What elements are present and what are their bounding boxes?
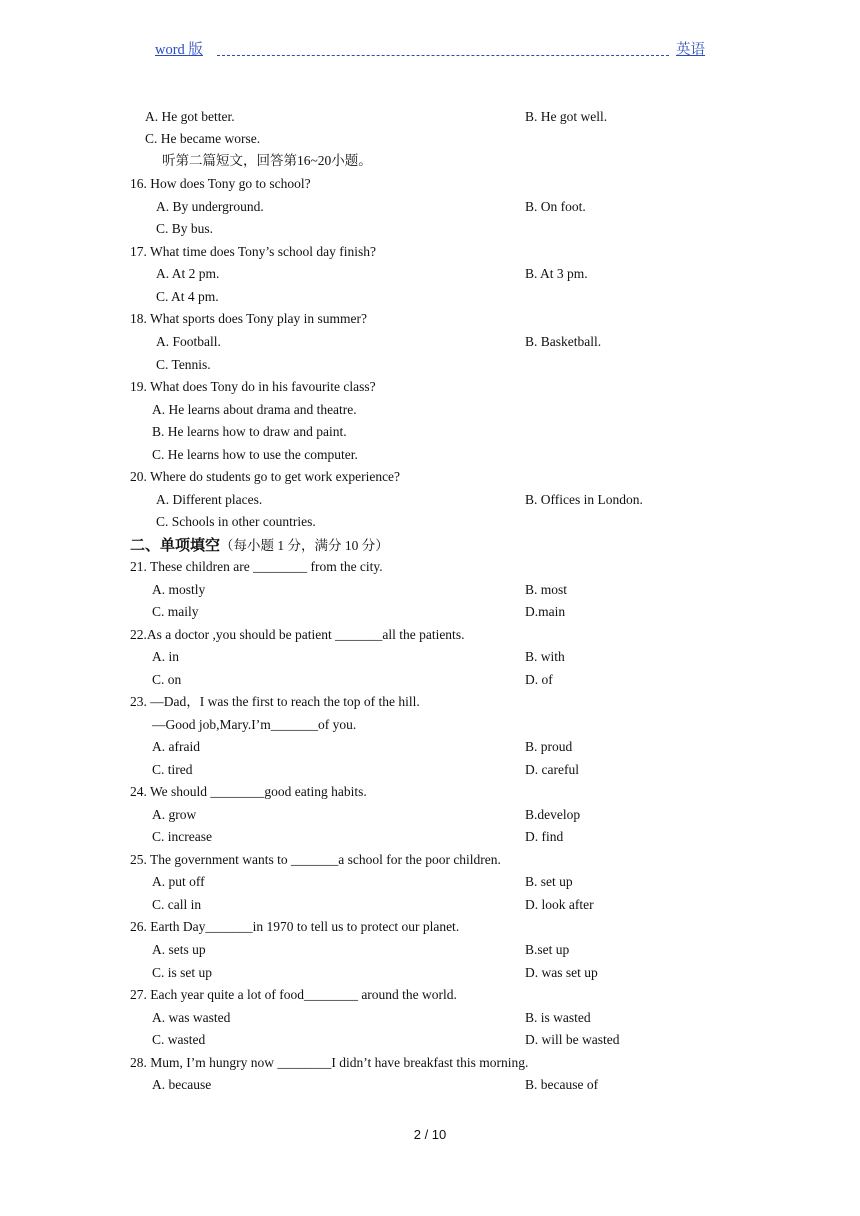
option-a: A. afraid: [152, 739, 200, 754]
option-a: A. because: [152, 1077, 212, 1092]
question-stem: 23. —Dad，I was the first to reach the top of the hill.: [130, 694, 420, 709]
header-right: 英语: [676, 42, 705, 58]
option-a: A. in: [152, 649, 179, 664]
option-b: B. proud: [525, 739, 573, 754]
option-b: B. On foot.: [525, 199, 586, 214]
question-stem: 17. What time does Tony’s school day finish?: [130, 244, 377, 259]
option-c: C. Tennis.: [156, 357, 211, 372]
option-c: C. is set up: [152, 965, 213, 980]
option-d: D. was set up: [525, 965, 598, 980]
option-c: C. He learns how to use the computer.: [152, 447, 358, 462]
question-stem-reply: —Good job,Mary.I’m_______of you.: [152, 717, 357, 732]
option-d: D. careful: [525, 762, 579, 777]
option-b: B.set up: [525, 942, 570, 957]
option-a: A. was wasted: [152, 1010, 231, 1025]
option-a: A. By underground.: [156, 199, 264, 214]
option-a: A. mostly: [152, 582, 206, 597]
q15-option-c: C. He became worse.: [145, 131, 261, 146]
option-c: C. By bus.: [156, 221, 214, 236]
option-b: B.develop: [525, 807, 581, 822]
option-c: C. maily: [152, 604, 199, 619]
section-scoring-note: （每小题 1 分，满分 10 分）: [220, 538, 389, 553]
option-b: B. Offices in London.: [525, 492, 643, 507]
section-title: 二、单项填空: [130, 536, 221, 554]
listening-instruction: 听第二篇短文，回答第16~20小题。: [162, 153, 372, 168]
question-stem: 22.As a doctor ,you should be patient _______all the patients.: [130, 627, 465, 642]
option-b: B. set up: [525, 874, 573, 889]
option-d: D. will be wasted: [525, 1032, 620, 1047]
option-d: D. of: [525, 672, 553, 687]
question-stem: 19. What does Tony do in his favourite class?: [130, 379, 376, 394]
header-rule: [217, 55, 669, 56]
option-b: B. with: [525, 649, 565, 664]
option-a: A. Different places.: [156, 492, 263, 507]
question-stem: 21. These children are ________ from the city.: [130, 559, 383, 574]
question-stem: 18. What sports does Tony play in summer?: [130, 311, 368, 326]
option-a: A. grow: [152, 807, 197, 822]
section-heading: [130, 535, 389, 556]
option-a: A. sets up: [152, 942, 206, 957]
option-c: C. wasted: [152, 1032, 206, 1047]
option-c: C. At 4 pm.: [156, 289, 219, 304]
option-a: A. At 2 pm.: [156, 266, 220, 281]
question-stem: 27. Each year quite a lot of food________ around the world.: [130, 987, 457, 1002]
question-stem: 16. How does Tony go to school?: [130, 176, 311, 191]
option-c: C. Schools in other countries.: [156, 514, 316, 529]
option-c: C. on: [152, 672, 182, 687]
header-left: word 版: [155, 42, 203, 58]
option-c: C. increase: [152, 829, 212, 844]
question-stem: 24. We should ________good eating habits.: [130, 784, 367, 799]
question-stem: 25. The government wants to _______a school for the poor children.: [130, 852, 501, 867]
option-b: B. Basketball.: [525, 334, 602, 349]
q15-option-b: B. He got well.: [525, 109, 608, 124]
option-a: A. He learns about drama and theatre.: [152, 402, 357, 417]
question-stem: 26. Earth Day_______in 1970 to tell us to protect our planet.: [130, 919, 460, 934]
option-d: D. find: [525, 829, 564, 844]
option-b: B. At 3 pm.: [525, 266, 588, 281]
question-stem: 20. Where do students go to get work experience?: [130, 469, 401, 484]
option-c: C. tired: [152, 762, 193, 777]
q15-option-a: A. He got better.: [145, 109, 235, 124]
option-a: A. put off: [152, 874, 205, 889]
option-d: D. look after: [525, 897, 594, 912]
option-c: C. call in: [152, 897, 202, 912]
option-a: A. Football.: [156, 334, 221, 349]
page-number: 2 / 10: [413, 1127, 447, 1142]
option-d: D.main: [525, 604, 566, 619]
option-b: B. He learns how to draw and paint.: [152, 424, 347, 439]
page-header: [155, 38, 705, 58]
question-stem: 28. Mum, I’m hungry now ________I didn’t have breakfast this morning.: [130, 1055, 529, 1070]
option-b: B. most: [525, 582, 568, 597]
option-b: B. is wasted: [525, 1010, 591, 1025]
option-b: B. because of: [525, 1077, 599, 1092]
